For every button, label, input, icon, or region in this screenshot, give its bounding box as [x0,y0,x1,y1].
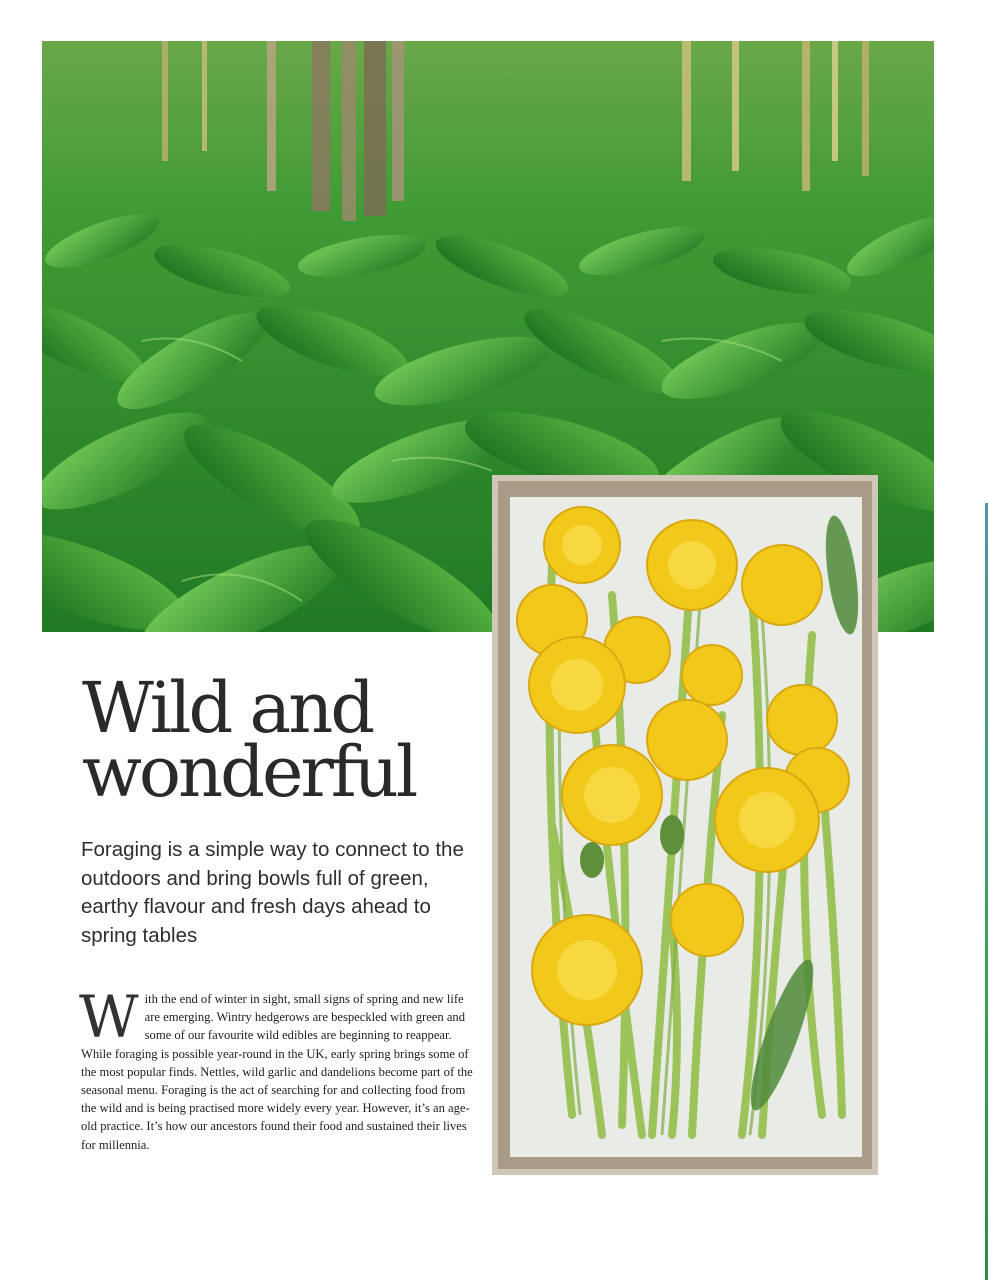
standfirst: Foraging is a simple way to connect to the outdoors and bring bowls full of green, earthy flavour and fresh days ahead to spring tables [81,838,464,947]
body-text: ith the end of winter in sight, small signs of spring and new life are emerging. Wintry hedgerows are bespeckled with green and some of our favourite wild edibles are beginning to reappear. While foraging is possible year-round in the UK, early spring brings some of the most popular finds. Nettles, wild garlic and dandelions become part of the seasonal menu. Foraging is the act of searching for and collecting food from the wild and is being practised more widely every year. However, it’s an age-old practice. It’s how our ancestors found their food and sustained their lives for millennia. [81,992,473,1152]
drop-cap: W [79,983,139,1051]
body-paragraph [79,983,473,1154]
dandelion-illustration [492,475,878,1175]
headline [82,667,482,813]
headline-line-2: wonderful [82,731,416,813]
headline-line-1: Wild and [82,667,373,749]
dandelion-tray-photo [492,475,878,1175]
